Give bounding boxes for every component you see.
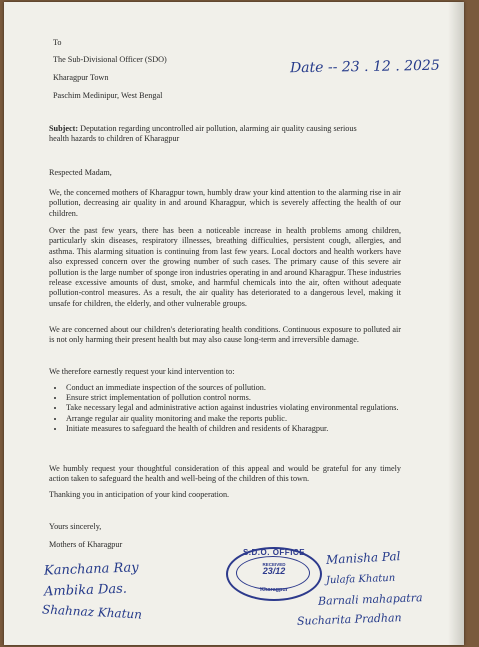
subject-line-1	[49, 124, 357, 134]
subject-line-2: health hazards to children of Kharagpur	[49, 134, 180, 143]
subject-text-1: Deputation regarding uncontrolled air pollution, alarming air quality causing serious	[80, 124, 357, 133]
letter-page	[4, 2, 464, 645]
signature-left-3: Shahnaz Khatun	[41, 602, 143, 622]
paragraph-health-problems: Over the past few years, there has been a noticeable increase in health problems among children, particularly skin diseases, respiratory illnesses, breathing difficulties, persistent cough, allergies, and asthma. This alarming situation is continuing from last few years. Local doctors and health workers have also expressed concern over the growing number of such cases. The primary cause of this severe air pollution is the large number of sponge iron industries operating in and around Kharagpur. These industries release excessive amounts of dust, smoke, and harmful chemicals into the air, often without adequate pollution-control measures. As a result, the air quality has deteriorated to a dangerous level, making it unsafe for children, the elderly, and other vulnerable groups.	[49, 226, 401, 308]
request-list	[49, 383, 425, 434]
request-item: • Initiate measures to safeguard the health of children and residents of Kharagpur.	[65, 424, 425, 434]
closing-paragraph: We humbly request your thoughtful consideration of this appeal and would be grateful for any timely action taken to safeguard the health and well-being of the children of this town.	[49, 464, 401, 484]
recipient-line-3: Paschim Medinipur, West Bengal	[53, 91, 163, 100]
thanks-line: Thanking you in anticipation of your kind cooperation.	[49, 490, 230, 499]
page-edge-shadow	[448, 2, 464, 645]
request-item: • Take necessary legal and administrative action against industries violating environmental regulations.	[65, 403, 425, 413]
request-item: • Arrange regular air quality monitoring and make the reports public.	[65, 414, 425, 424]
signature-right-3: Barnali mahapatra	[317, 591, 423, 608]
stamp-place: Kharagpur	[260, 587, 288, 593]
signature-right-1: Manisha Pal	[325, 549, 401, 567]
signature-left-1: Kanchana Ray	[43, 560, 139, 579]
paragraph-request-intro: We therefore earnestly request your kind intervention to:	[49, 367, 235, 376]
office-stamp	[226, 547, 322, 601]
signoff: Yours sincerely,	[49, 522, 102, 531]
paragraph-intro: We, the concerned mothers of Kharagpur town, humbly draw your kind attention to the alarming rise in air pollution, decreasing air quality in and around Kharagpur, which is severely affecting the health of our children.	[49, 188, 401, 218]
subject-label: Subject:	[49, 124, 79, 133]
stamp-date: 23/12	[262, 566, 286, 576]
recipient-line-1: The Sub-Divisional Officer (SDO)	[53, 55, 167, 64]
recipient-line-2: Kharagpur Town	[53, 73, 109, 82]
salutation: Respected Madam,	[49, 168, 112, 177]
request-item: • Conduct an immediate inspection of the sources of pollution.	[65, 383, 425, 393]
signature-right-4: Sucharita Pradhan	[296, 611, 402, 628]
signature-right-2: Julafa Khatun	[325, 572, 396, 587]
to-line: To	[53, 38, 62, 47]
sender-name: Mothers of Kharagpur	[49, 540, 123, 549]
paragraph-concern: We are concerned about our children's deteriorating health conditions. Continuous exposure to polluted air is not only harming their present health but may also cause long-term and irreversible damage.	[49, 325, 401, 345]
handwritten-date: Date -- 23 . 12 . 2025	[289, 57, 440, 77]
signature-left-2: Ambika Das.	[43, 581, 128, 600]
stamp-title: S.D.O. OFFICE	[242, 548, 306, 557]
stamp-received: RECEIVED	[262, 562, 286, 567]
request-item: • Ensure strict implementation of pollution control norms.	[65, 393, 425, 403]
